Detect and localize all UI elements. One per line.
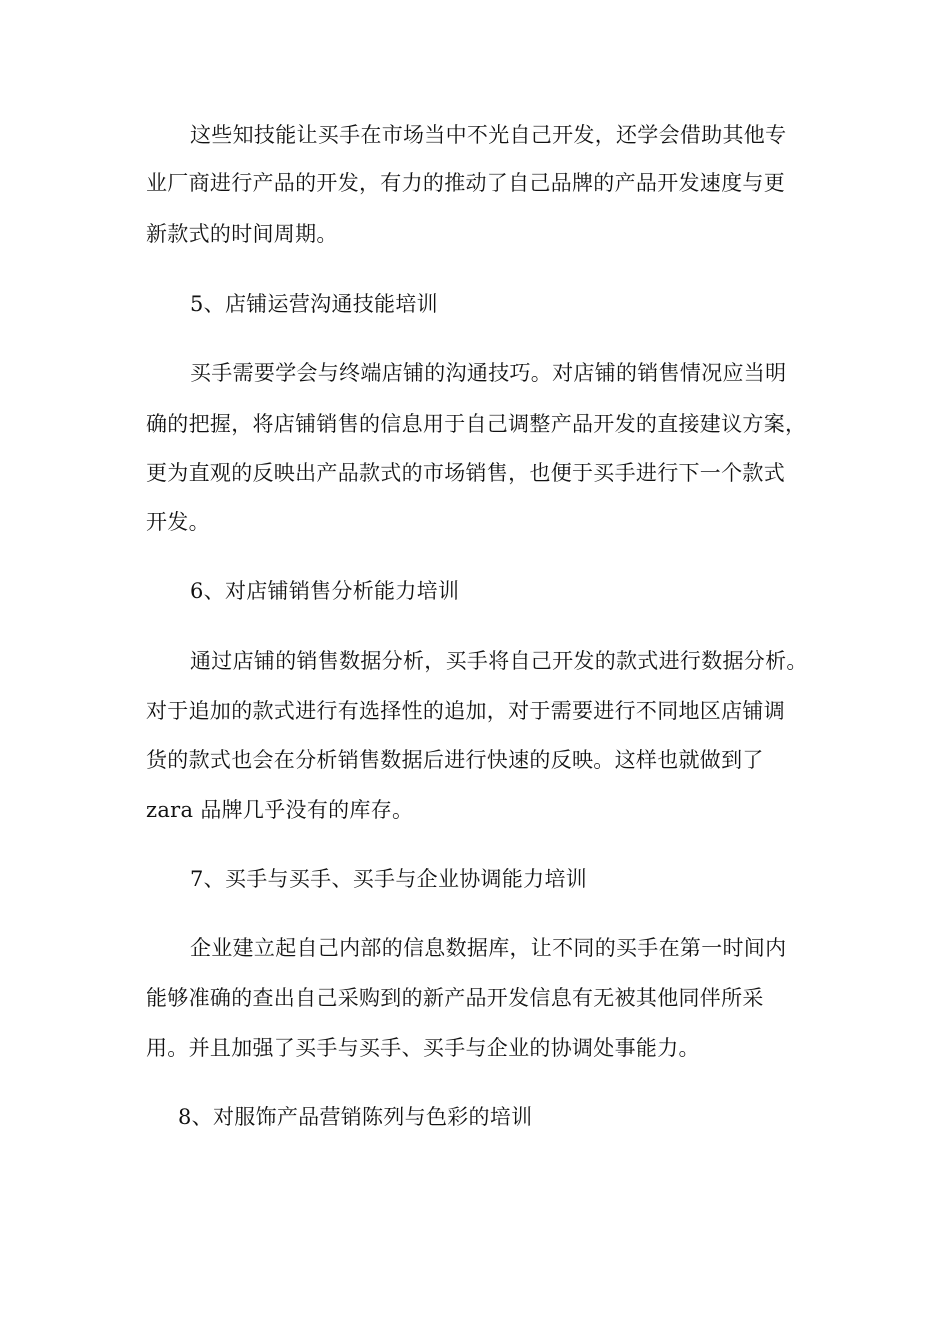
paragraph-3-line-3: 货的款式也会在分析销售数据后进行快速的反映。这样也就做到了 bbox=[146, 748, 764, 772]
paragraph-4-line-3: 用。并且加强了买手与买手、买手与企业的协调处事能力。 bbox=[146, 1036, 700, 1060]
paragraph-1-line-1: 这些知技能让买手在市场当中不光自己开发，还学会借助其他专 bbox=[190, 123, 787, 147]
paragraph-4-line-2: 能够准确的查出自己采购到的新产品开发信息有无被其他同伴所采 bbox=[146, 986, 764, 1010]
paragraph-1-line-3: 新款式的时间周期。 bbox=[146, 222, 338, 246]
paragraph-3-line-4: zara 品牌几乎没有的库存。 bbox=[146, 798, 414, 822]
paragraph-2-line-3: 更为直观的反映出产品款式的市场销售，也便于买手进行下一个款式 bbox=[146, 461, 785, 485]
paragraph-2-line-4: 开发。 bbox=[146, 510, 210, 534]
paragraph-2-line-1: 买手需要学会与终端店铺的沟通技巧。对店铺的销售情况应当明 bbox=[190, 361, 787, 385]
section-heading-8: 8、对服饰产品营销陈列与色彩的培训 bbox=[178, 1105, 533, 1129]
paragraph-2-line-2: 确的把握，将店铺销售的信息用于自己调整产品开发的直接建议方案， bbox=[146, 412, 807, 436]
paragraph-3-line-1: 通过店铺的销售数据分析，买手将自己开发的款式进行数据分析。 bbox=[190, 649, 808, 673]
paragraph-4-line-1: 企业建立起自己内部的信息数据库，让不同的买手在第一时间内 bbox=[190, 936, 787, 960]
paragraph-3-line-2: 对于追加的款式进行有选择性的追加，对于需要进行不同地区店铺调 bbox=[146, 699, 785, 723]
section-heading-6: 6、对店铺销售分析能力培训 bbox=[190, 579, 460, 603]
section-heading-5: 5、店铺运营沟通技能培训 bbox=[190, 292, 438, 316]
section-heading-7: 7、买手与买手、买手与企业协调能力培训 bbox=[190, 867, 588, 891]
paragraph-1-line-2: 业厂商进行产品的开发，有力的推动了自己品牌的产品开发速度与更 bbox=[146, 171, 785, 195]
